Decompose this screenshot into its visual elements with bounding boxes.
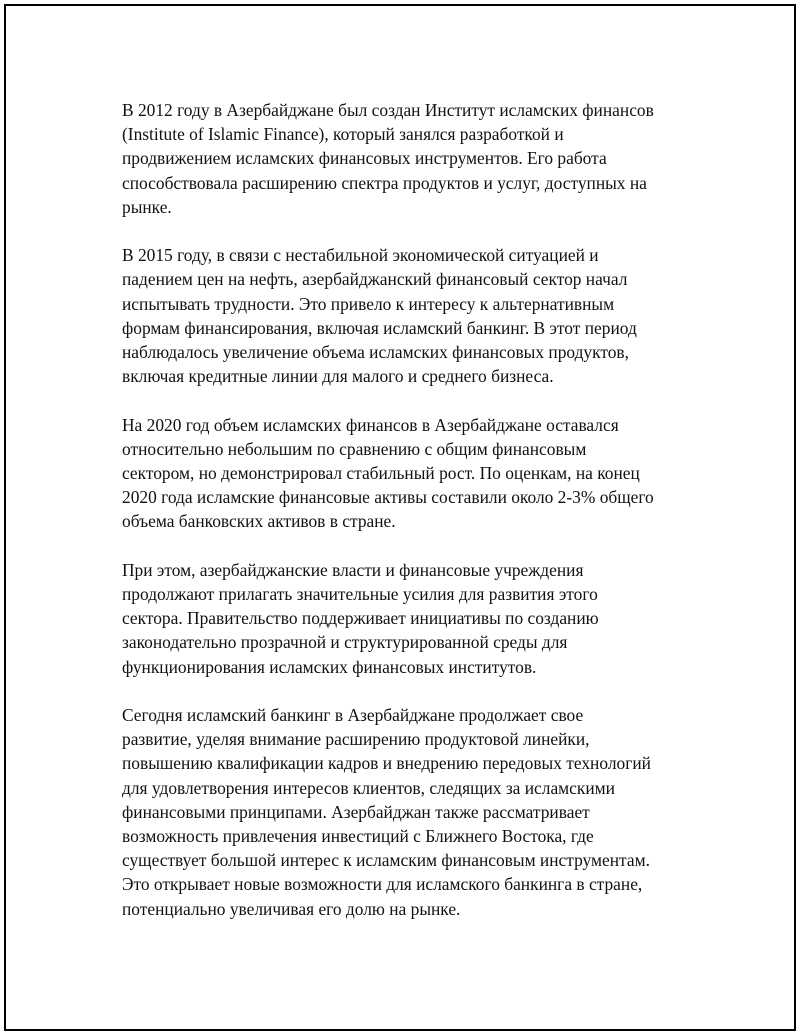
paragraph-4: При этом, азербайджанские власти и финансовые учреждения продолжают прилагать значительные усилия для развития этого сектора. Правительство поддерживает инициативы по созданию законодательно прозрачной и структурированной среды для функционирования исламских финансовых институтов. [122,559,599,677]
paragraph-3: На 2020 год объем исламских финансов в Азербайджане оставался относительно небольшим по сравнению с общим финансовым сектором, но демонстрировал стабильный рост. По оценкам, на конец 2020 года исламские финансовые активы составили около 2-3% общего объема банковских активов в стране. [122,414,654,532]
paragraph-5: Сегодня исламский банкинг в Азербайджане продолжает свое развитие, уделяя внимание расширению продуктовой линейки, повышению квалификации кадров и внедрению передовых технологий для удовлетворения интересов клиентов, следящих за исламскими финансовыми принципами. Азербайджан также рассматривает возможность привлечения инвестиций с Ближнего Востока, где существует большой интерес к исламским финансовым инструментам. Это открывает новые возможности для исламского банкинга в стране, потенциально увеличивая его долю на рынке. [122,705,651,919]
page-frame [4,4,796,1031]
document-body [122,98,722,945]
paragraph-1: В 2012 году в Азербайджане был создан Институт исламских финансов (Institute of Islamic Finance), который занялся разработкой и продвижением исламских финансовых инструментов. Его работа способствовала расширению спектра продуктов и услуг, доступных на рынке. [122,100,654,217]
paragraph-2: В 2015 году, в связи с нестабильной экономической ситуацией и падением цен на нефть, азербайджанский финансовый сектор начал испытывать трудности. Это привело к интересу к альтернативным формам финансирования, включая исламский банкинг. В этот период наблюдалось увеличение объема исламских финансовых продуктов, включая кредитные линии для малого и среднего бизнеса. [122,245,637,387]
